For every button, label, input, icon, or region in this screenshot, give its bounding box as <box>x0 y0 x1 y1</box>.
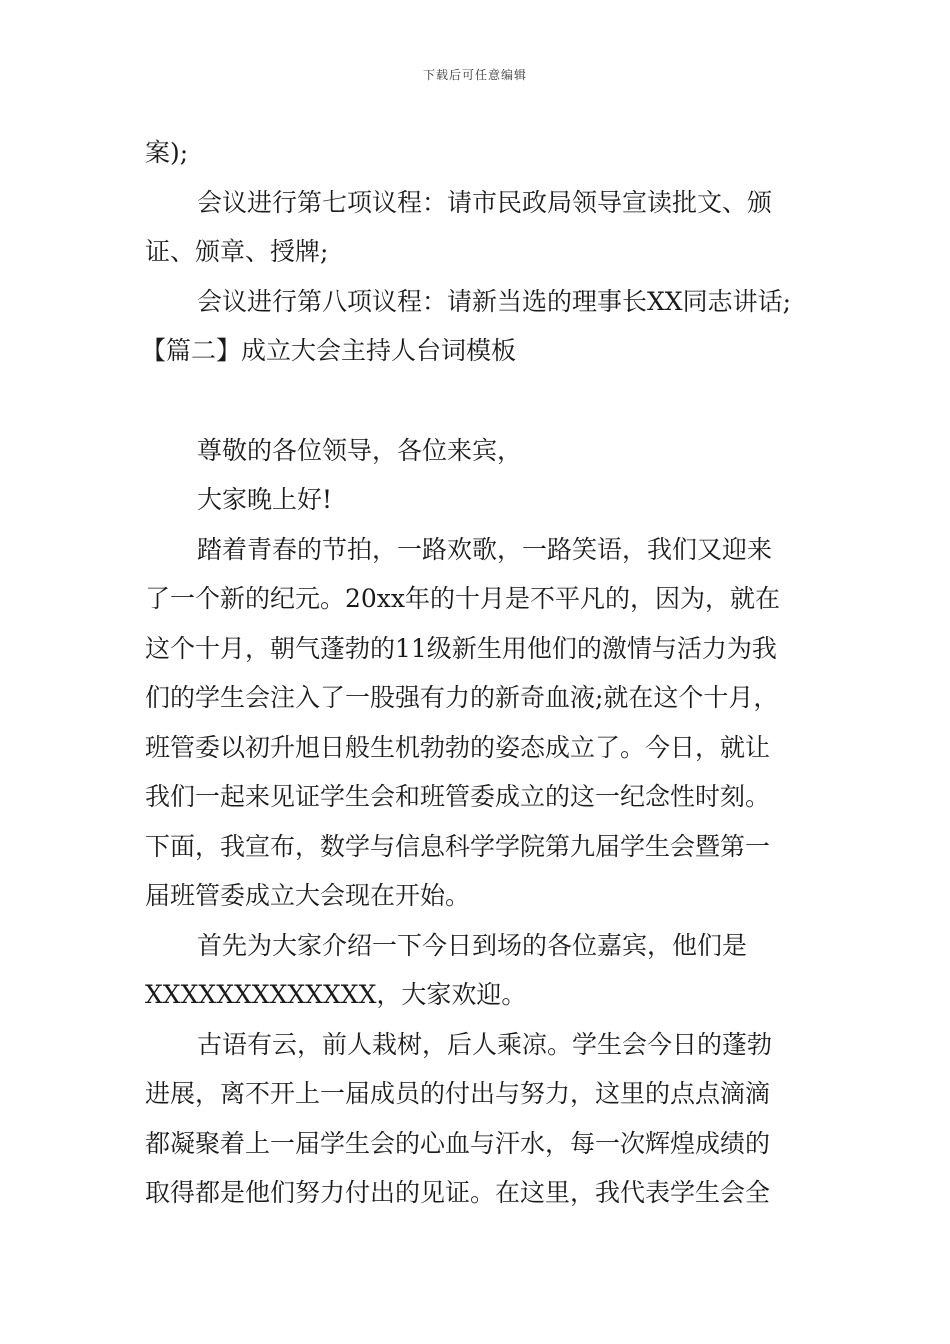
paragraph-line: 古语有云，前人栽树，后人乘凉。学生会今日的蓬勃 <box>197 1029 773 1059</box>
paragraph-line: 会议进行第八项议程：请新当选的理事长XX同志讲话; <box>197 286 792 316</box>
paragraph-line: 会议进行第七项议程：请市民政局领导宣读批文、颁 <box>197 187 773 217</box>
text-line: 这个十月，朝气蓬勃的11级新生用他们的激情与活力为我 <box>145 633 777 663</box>
header-note: 下载后可任意编辑 <box>422 68 527 82</box>
text-line: 下面，我宣布，数学与信息科学学院第九届学生会暨第一 <box>145 831 771 861</box>
blank-line <box>145 376 810 426</box>
text-line: 证、颁章、授牌; <box>145 237 329 266</box>
text-line: 我们一起来见证学生会和班管委成立的这一纪念性时刻。 <box>145 782 771 811</box>
text-line: 案); <box>145 138 189 167</box>
text-line: XXXXXXXXXXXXX，大家欢迎。 <box>145 980 527 1009</box>
salutation-line: 尊敬的各位领导，各位来宾， <box>197 435 523 465</box>
text-line: 取得都是他们努力付出的见证。在这里，我代表学生会全 <box>145 1178 771 1207</box>
text-line: 班管委以初升旭日般生机勃勃的姿态成立了。今日，就让 <box>145 732 771 762</box>
greeting-line: 大家晚上好! <box>197 485 333 514</box>
text-line: 都凝聚着上一届学生会的心血与汗水，每一次辉煌成绩的 <box>145 1128 771 1158</box>
paragraph-line: 首先为大家介绍一下今日到场的各位嘉宾，他们是 <box>197 930 748 960</box>
text-line: 们的学生会注入了一股强有力的新奇血液;就在这个十月， <box>145 683 779 712</box>
section-heading: 【篇二】成立大会主持人台词模板 <box>141 336 517 365</box>
text-line: 届班管委成立大会现在开始。 <box>145 881 471 910</box>
text-line: 进展，离不开上一届成员的付出与努力，这里的点点滴滴 <box>145 1079 771 1108</box>
paragraph-line: 踏着青春的节拍，一路欢歌，一路笑语，我们又迎来 <box>197 534 773 564</box>
document-body <box>141 128 810 1218</box>
text-line: 了一个新的纪元。20xx年的十月是不平凡的，因为，就在 <box>145 584 781 613</box>
